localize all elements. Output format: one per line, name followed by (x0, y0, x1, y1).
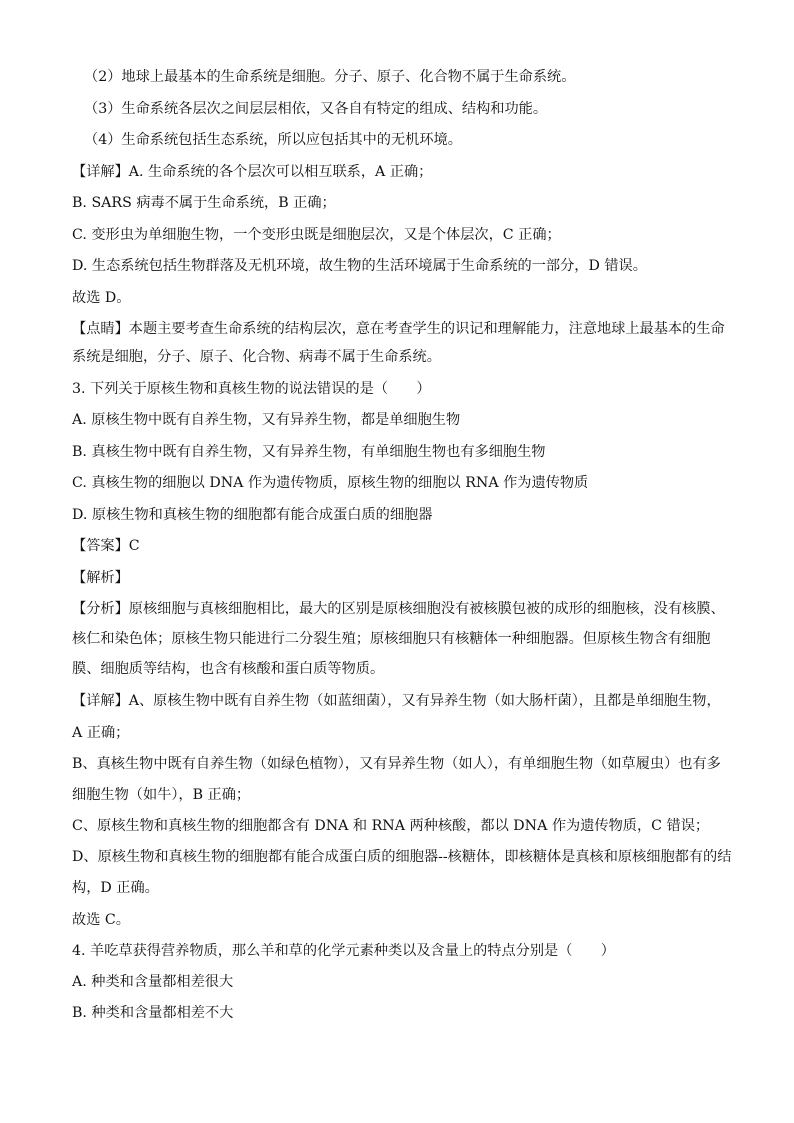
detail-line: B、真核生物中既有自养生物（如绿色植物），又有异养生物（如人），有单细胞生物（如草履虫）也有多 (72, 756, 721, 772)
question-4-option-a: A. 种类和含量都相差很大 (72, 974, 234, 990)
detail-line: 【详解】A、原核生物中既有自养生物（如蓝细菌），又有异养生物（如大肠杆菌），且都是单细胞生物， (72, 693, 721, 709)
text-line: B. SARS 病毒不属于生命系统，B 正确； (72, 195, 336, 211)
text-line: （3）生命系统各层次之间层层相依，又各自有特定的组成、结构和功能。 (84, 101, 548, 117)
text-line: （4）生命系统包括生态系统，所以应包括其中的无机环境。 (84, 132, 462, 148)
comment-label-line: 【点睛】本题主要考查生命系统的结构层次，意在考查学生的识记和理解能力，注意地球上最基本的生命 (72, 321, 725, 337)
question-3-option-b: B. 真核生物中既有自养生物，又有异养生物，有单细胞生物也有多细胞生物 (72, 444, 546, 460)
text-line: D. 生态系统包括生物群落及无机环境，故生物的生活环境属于生命系统的一部分，D 错误。 (72, 258, 647, 274)
detail-label-line: 【详解】A. 生命系统的各个层次可以相互联系，A 正确； (72, 164, 433, 180)
detail-line: 构，D 正确。 (72, 880, 159, 896)
question-3: 3. 下列关于原核生物和真核生物的说法错误的是（ ） (72, 381, 431, 397)
text-line: 系统是细胞，分子、原子、化合物、病毒不属于生命系统。 (72, 349, 441, 365)
analysis-line: 【分析】原核细胞与真核细胞相比，最大的区别是原核细胞没有被核膜包被的成形的细胞核，没有核膜、 (72, 601, 725, 617)
detail-line: C、原核生物和真核生物的细胞都含有 DNA 和 RNA 两种核酸，都以 DNA 作为遗传物质，C 错误； (72, 818, 710, 834)
analysis-line: 膜、细胞质等结构，也含有核酸和蛋白质等物质。 (72, 661, 385, 677)
question-3-option-a: A. 原核生物中既有自养生物，又有异养生物，都是单细胞生物 (72, 412, 461, 428)
question-4: 4. 羊吃草获得营养物质，那么羊和草的化学元素种类以及含量上的特点分别是（ ） (72, 943, 615, 959)
question-3-option-c: C. 真核生物的细胞以 DNA 作为遗传物质，原核生物的细胞以 RNA 作为遗传物质 (72, 475, 589, 491)
question-3-option-d: D. 原核生物和真核生物的细胞都有能合成蛋白质的细胞器 (72, 507, 433, 523)
analysis-line: 核仁和染色体；原核生物只能进行二分裂生殖；原核细胞只有核糖体一种细胞器。但原核生物含有细胞 (72, 631, 711, 647)
detail-line: A 正确； (72, 725, 130, 741)
detail-line: D、原核生物和真核生物的细胞都有能合成蛋白质的细胞器--核糖体，即核糖体是真核和原核细胞都有的结 (72, 849, 732, 865)
text-line: （2）地球上最基本的生命系统是细胞。分子、原子、化合物不属于生命系统。 (84, 69, 576, 85)
answer-choice-line: 故选 C。 (72, 912, 130, 928)
analysis-label: 【解析】 (72, 570, 129, 586)
answer-label: 【答案】C (72, 538, 140, 554)
text-line: C. 变形虫为单细胞生物，一个变形虫既是细胞层次，又是个体层次，C 正确； (72, 227, 561, 243)
question-4-option-b: B. 种类和含量都相差不大 (72, 1005, 234, 1021)
answer-choice-line: 故选 D。 (72, 290, 131, 306)
detail-line: 细胞生物（如牛），B 正确； (72, 787, 251, 803)
